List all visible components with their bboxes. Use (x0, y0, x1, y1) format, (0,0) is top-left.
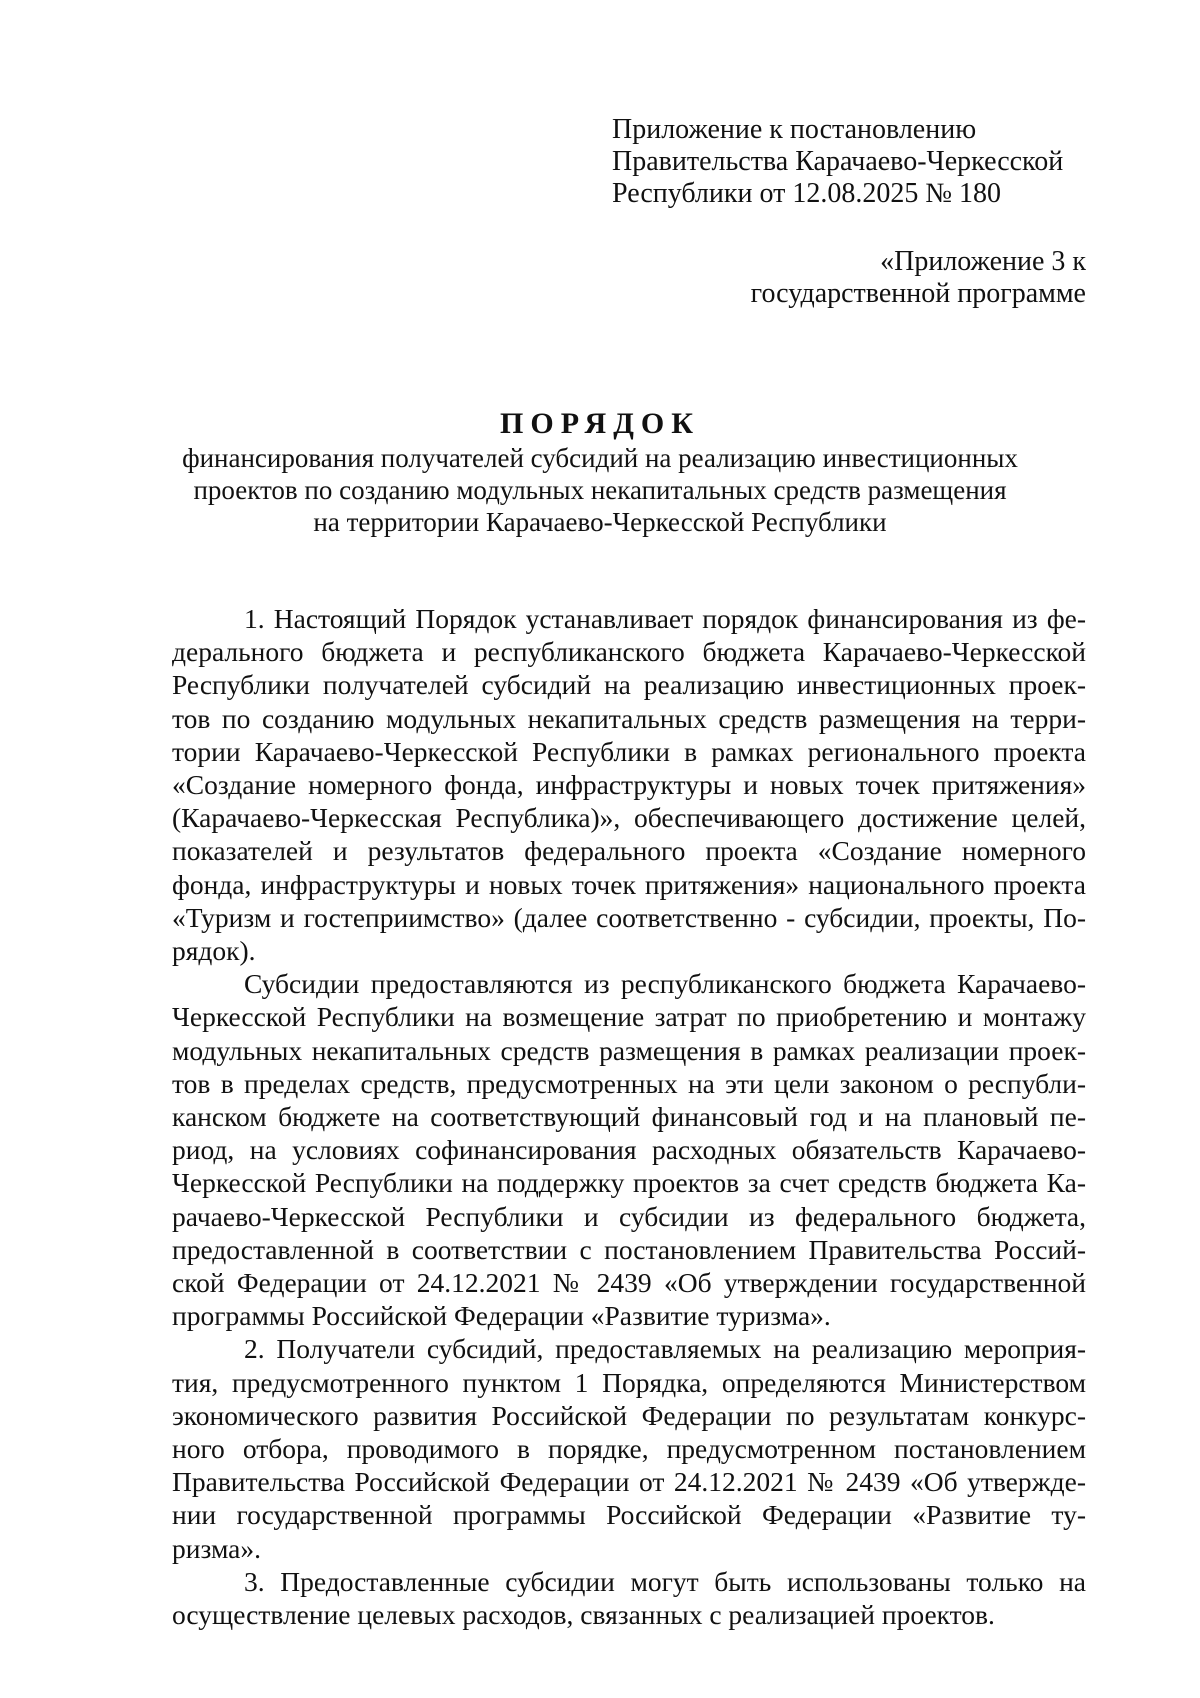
paragraph-line: Республики получателей субсидий на реализацию инвестиционных проек- (172, 669, 1086, 701)
annex-program-line: «Приложение 3 к (880, 246, 1086, 277)
paragraph-line: тов по созданию модульных некапитальных средств размещения на терри- (172, 702, 1086, 734)
paragraph (172, 602, 1086, 967)
paragraph-line: Субсидии предоставляются из республиканского бюджета Карачаево- (244, 968, 1086, 1000)
paragraph-line: 2. Получатели субсидий, предоставляемых на реализацию мероприя- (244, 1333, 1086, 1365)
paragraph-line: фонда, инфраструктуры и новых точек притяжения» национального проекта (172, 868, 1086, 900)
subtitle-line: финансирования получателей субсидий на реализацию инвестиционных (182, 443, 1018, 473)
paragraph-line: осуществление целевых расходов, связанных с реализацией проектов. (172, 1599, 995, 1631)
paragraph-line: Правительства Российской Федерации от 24.12.2021 № 2439 «Об утвержде- (172, 1466, 1086, 1498)
paragraph (172, 967, 1086, 1332)
annex-line: Правительства Карачаево-Черкесской (612, 146, 1064, 177)
subtitle-line: проектов по созданию модульных некапитальных средств размещения (193, 475, 1007, 505)
annex-program-header (486, 246, 1086, 310)
paragraph-line: «Туризм и гостеприимство» (далее соответственно - субсидии, проекты, По- (172, 901, 1086, 933)
annex-program-line: государственной программе (750, 278, 1086, 309)
annex-line: Республики от 12.08.2025 № 180 (612, 178, 1002, 209)
paragraph-line: «Создание номерного фонда, инфраструктуры и новых точек притяжения» (172, 769, 1086, 801)
paragraph (172, 1332, 1086, 1564)
annex-line: Приложение к постановлению (612, 114, 977, 145)
paragraph (172, 1565, 1086, 1631)
paragraph-line: 1. Настоящий Порядок устанавливает порядок финансирования из фе- (244, 603, 1086, 634)
paragraph-line: экономического развития Российской Федерации по результатам конкурс- (172, 1399, 1086, 1431)
annex-header (612, 114, 1132, 210)
document-subtitle (140, 442, 1060, 538)
paragraph-line: рядок). (172, 935, 256, 967)
paragraph-line: 3. Предоставленные субсидии могут быть использованы только на (244, 1565, 1086, 1597)
document-title: ПОРЯДОК (500, 407, 700, 440)
paragraph-line: тории Карачаево-Черкесской Республики в рамках регионального проекта (172, 735, 1086, 767)
paragraph-line: модульных некапитальных средств размещения в рамках реализации проек- (172, 1034, 1086, 1066)
paragraph-line: риод, на условиях софинансирования расходных обязательств Карачаево- (172, 1134, 1086, 1166)
paragraph-line: ской Федерации от 24.12.2021 № 2439 «Об утверждении государственной (172, 1267, 1086, 1299)
paragraph-line: тия, предусмотренного пунктом 1 Порядка, определяются Министерством (172, 1366, 1086, 1398)
paragraph-line: рачаево-Черкесской Республики и субсидии из федерального бюджета, (172, 1200, 1086, 1232)
paragraph-line: ризма». (172, 1532, 261, 1564)
document-body (172, 602, 1086, 1631)
paragraph-line: канском бюджете на соответствующий финансовый год и на плановый пе- (172, 1101, 1086, 1133)
paragraph-line: предоставленной в соответствии с постановлением Правительства Россий- (172, 1233, 1086, 1265)
paragraph-line: показателей и результатов федерального проекта «Создание номерного (172, 835, 1086, 867)
paragraph-line: (Карачаево-Черкесская Республика)», обеспечивающего достижение целей, (172, 802, 1086, 834)
paragraph-line: тов в пределах средств, предусмотренных на эти цели законом о республи- (172, 1067, 1086, 1099)
paragraph-line: дерального бюджета и республиканского бюджета Карачаево-Черкесской (172, 636, 1086, 668)
paragraph-line: Черкесской Республики на поддержку проектов за счет средств бюджета Ка- (172, 1167, 1086, 1199)
paragraph-line: Черкесской Республики на возмещение затрат по приобретению и монтажу (172, 1001, 1086, 1033)
paragraph-line: ного отбора, проводимого в порядке, предусмотренном постановлением (172, 1433, 1086, 1465)
paragraph-line: нии государственной программы Российской Федерации «Развитие ту- (172, 1499, 1086, 1531)
paragraph-line: программы Российской Федерации «Развитие туризма». (172, 1300, 831, 1332)
subtitle-line: на территории Карачаево-Черкесской Республики (313, 507, 887, 537)
